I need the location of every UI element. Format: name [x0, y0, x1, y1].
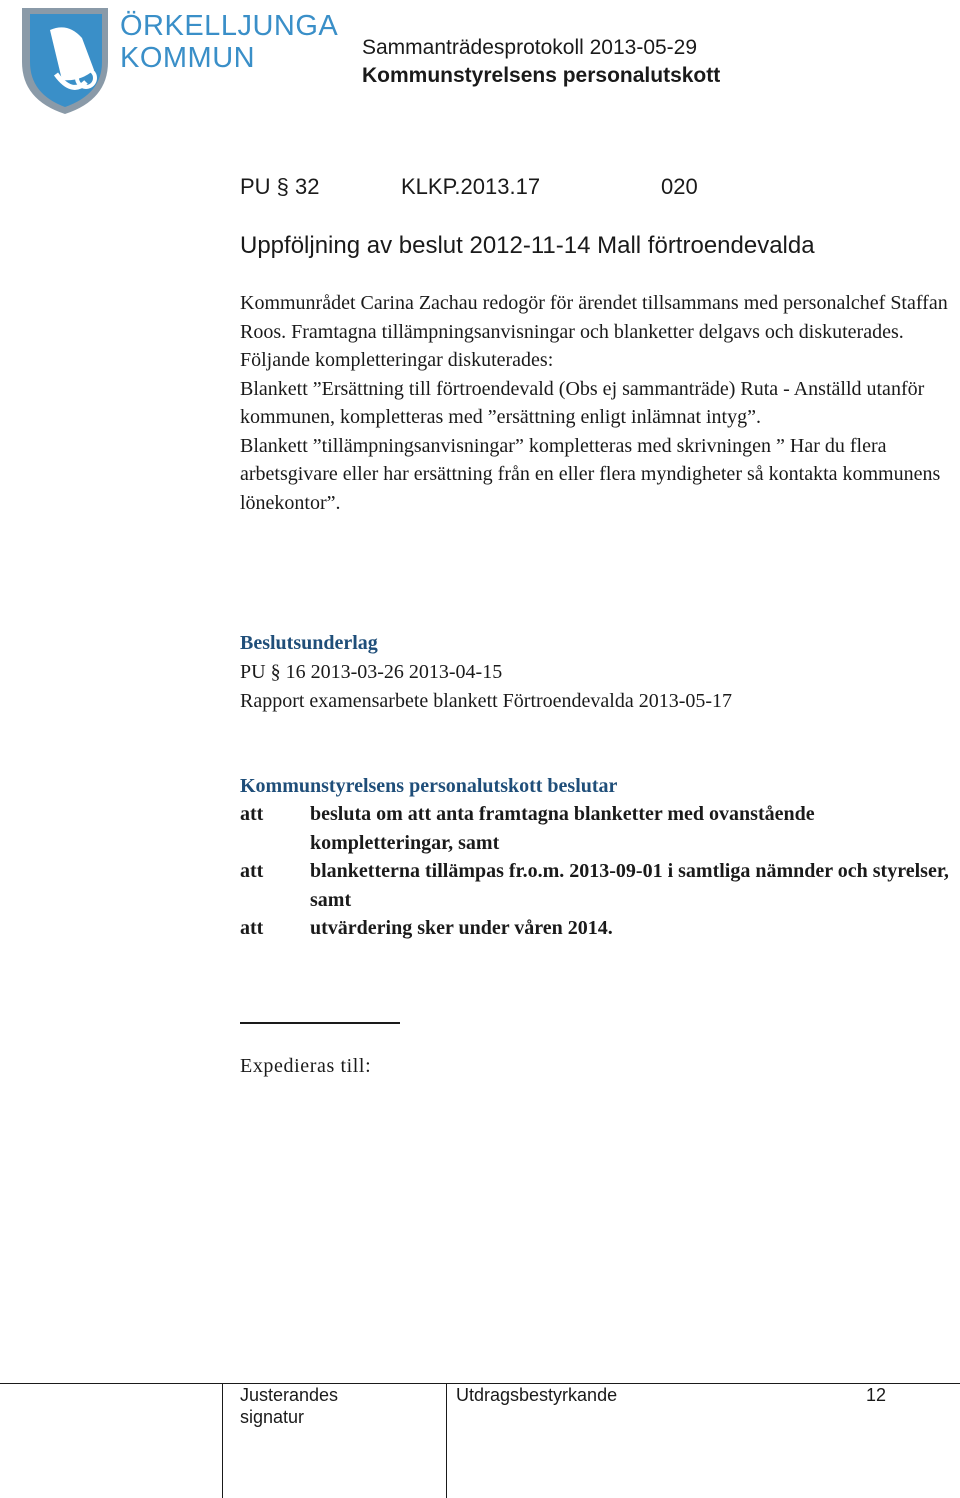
body-paragraph: Blankett ”tillämpningsanvisningar” kompletteras med skrivningen ” Har du flera arbetsgivare eller har ersättning från en eller flera myndigheter så kontakta kommunens lönekontor”. — [240, 434, 941, 514]
decision-item — [240, 857, 952, 914]
basis-heading: Beslutsunderlag — [240, 632, 378, 654]
committee-name: Kommunstyrelsens personalutskott — [362, 64, 721, 87]
footer-certification-label: Utdragsbestyrkande — [456, 1385, 618, 1405]
case-code: 020 — [661, 174, 698, 199]
case-number: PU § 32 — [240, 174, 320, 199]
body-paragraph: Följande kompletteringar diskuterades: — [240, 349, 554, 371]
municipality-logo-wordmark — [120, 10, 338, 74]
decision-text: besluta om att anta framtagna blanketter med ovanstående kompletteringar, samt — [310, 803, 815, 854]
decision-heading: Kommunstyrelsens personalutskott beslutar — [240, 775, 618, 797]
protocol-title: Sammanträdesprotokoll 2013-05-29 — [362, 36, 698, 59]
municipality-logo-icon — [16, 4, 116, 116]
diary-number: KLKP.2013.17 — [401, 174, 541, 199]
footer-column-separator — [222, 1383, 223, 1498]
logo-line-1: ÖRKELLJUNGA — [120, 10, 339, 42]
decision-prefix: att — [240, 917, 264, 939]
case-body — [240, 289, 952, 517]
signature-rule — [240, 1022, 400, 1024]
page-number: 12 — [866, 1385, 887, 1405]
document-header — [362, 34, 720, 90]
decision-text: utvärdering sker under våren 2014. — [310, 917, 613, 939]
decision-item — [240, 914, 952, 943]
distribution-label: Expedieras till: — [240, 1055, 372, 1077]
decision-item — [240, 800, 952, 857]
logo-line-2: KOMMUN — [120, 42, 256, 74]
basis-list — [240, 658, 732, 715]
decision-list — [240, 800, 952, 943]
footer-column-separator — [446, 1383, 447, 1498]
basis-item: Rapport examensarbete blankett Förtroendevalda 2013-05-17 — [240, 689, 733, 712]
decision-text: blanketterna tillämpas fr.o.m. 2013-09-01 i samtliga nämnder och styrelser, samt — [310, 860, 949, 911]
body-paragraph: Kommunrådet Carina Zachau redogör för ärendet tillsammans med personalchef Staffan Roos. Framtagna tillämpningsanvisningar och blanketter delgavs och diskuterades. — [240, 292, 948, 343]
decision-prefix: att — [240, 860, 264, 882]
footer-signature-label: Justerandes signatur — [240, 1385, 339, 1427]
decision-prefix: att — [240, 803, 264, 825]
basis-item: PU § 16 2013-03-26 2013-04-15 — [240, 661, 503, 683]
body-paragraph: Blankett ”Ersättning till förtroendevald (Obs ej sammanträde) Ruta - Anställd utanför kommunen, kompletteras med ”ersättning enligt inlämnat intyg”. — [240, 377, 925, 428]
case-title: Uppföljning av beslut 2012-11-14 Mall förtroendevalda — [240, 232, 815, 259]
